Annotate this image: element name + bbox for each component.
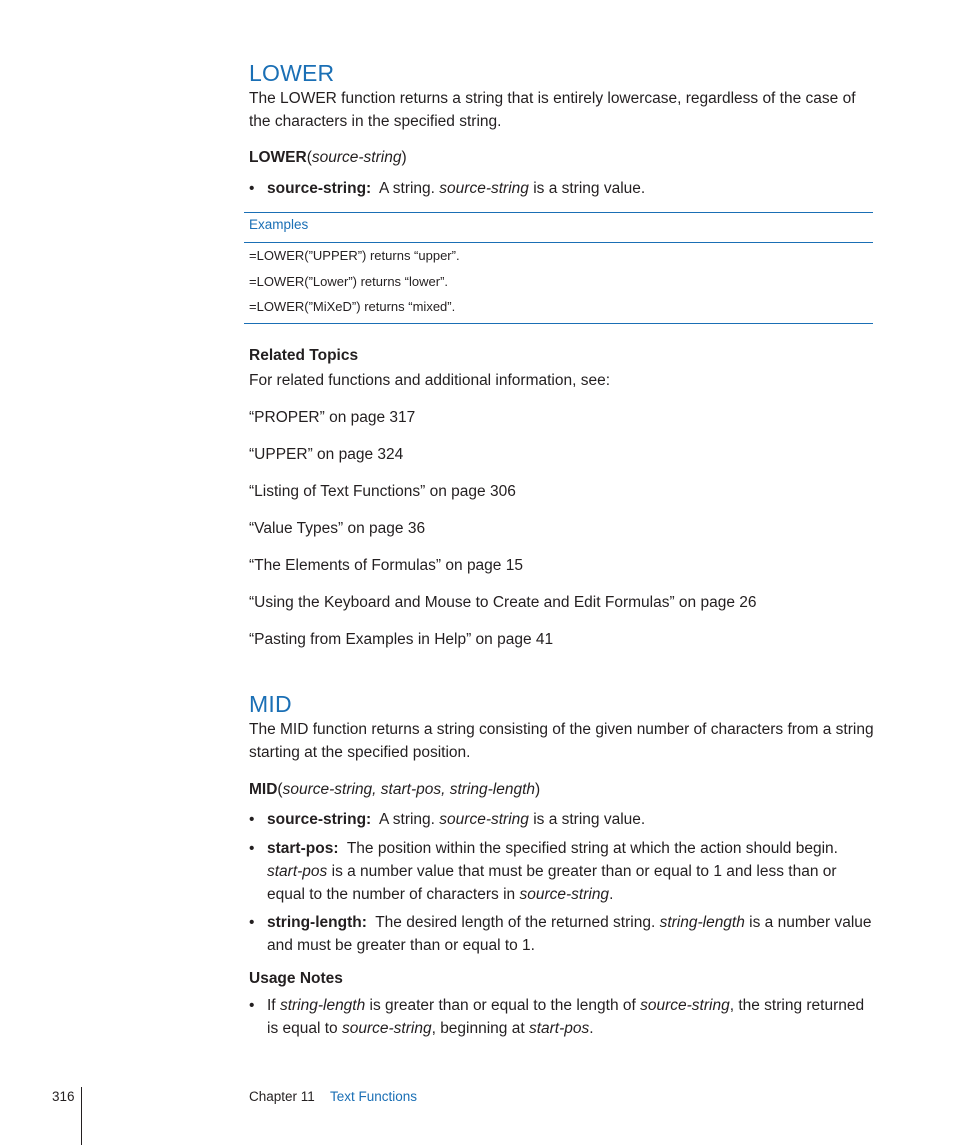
footer-chapter-label: Chapter 11 — [249, 1089, 315, 1104]
usage-notes-heading: Usage Notes — [249, 970, 343, 987]
usage-text: , beginning at — [431, 1020, 525, 1037]
syntax-args: source-string — [311, 149, 402, 166]
section-title-mid: MID — [249, 691, 292, 717]
mid-intro: The MID function returns a string consisting of the given number of characters from a string starting at the specified position. — [249, 721, 874, 761]
usage-text: is greater than or equal to the length of — [369, 997, 636, 1014]
arg-desc-rest: is a string value. — [533, 180, 646, 197]
bullet: • — [249, 997, 255, 1014]
related-link-value-types[interactable]: “Value Types” on page 36 — [249, 520, 426, 537]
arg-desc: A string. — [378, 811, 435, 828]
arg-desc-rest: is a number value that must be greater than or equal to 1 and less than or equal to the number of characters in — [267, 863, 837, 903]
example-line: =LOWER(”Lower”) returns “lower”. — [249, 274, 449, 289]
arg-name: source-string: — [267, 811, 372, 828]
arg-desc-rest: is a number value and must be greater than or equal to 1. — [267, 914, 872, 954]
related-topics-intro: For related functions and additional information, see: — [249, 372, 611, 389]
related-topics-heading: Related Topics — [249, 347, 359, 364]
syntax-function-name: MID — [249, 781, 278, 798]
usage-note — [267, 994, 874, 1040]
usage-italic: source-string — [640, 997, 730, 1014]
arg-desc-italic: source-string — [439, 180, 529, 197]
mid-arg-source-string — [267, 808, 874, 831]
usage-text: . — [589, 1020, 594, 1037]
usage-italic: string-length — [279, 997, 366, 1014]
arg-desc-italic: source-string — [519, 886, 610, 903]
arg-desc: A string. — [378, 180, 435, 197]
mid-arg-start-pos — [267, 837, 874, 906]
examples-header-rule — [244, 242, 873, 243]
bullet: • — [249, 914, 255, 931]
arg-name: start-pos: — [267, 840, 339, 857]
related-link-listing[interactable]: “Listing of Text Functions” on page 306 — [249, 483, 516, 500]
arg-name: source-string: — [267, 180, 372, 197]
arg-desc: The position within the specified string at which the action should begin. — [346, 840, 838, 857]
examples-top-rule — [244, 212, 873, 213]
related-link-upper[interactable]: “UPPER” on page 324 — [249, 446, 404, 463]
usage-italic: source-string — [341, 1020, 432, 1037]
mid-arg-string-length — [267, 911, 874, 957]
bullet: • — [249, 840, 255, 857]
bullet: • — [249, 180, 255, 197]
related-link-keyboard-mouse[interactable]: “Using the Keyboard and Mouse to Create and Edit Formulas” on page 26 — [249, 594, 757, 611]
usage-text: , the string returned is equal to — [267, 997, 865, 1037]
lower-syntax: LOWER(source-string) — [249, 149, 407, 166]
related-link-proper[interactable]: “PROPER” on page 317 — [249, 409, 416, 426]
arg-desc-italic: string-length — [659, 914, 745, 931]
arg-desc-rest: . — [609, 886, 614, 903]
bullet: • — [249, 811, 255, 828]
arg-desc: The desired length of the returned string. — [375, 914, 656, 931]
mid-syntax: MID(source-string, start-pos, string-length) — [249, 781, 541, 798]
lower-arg-source-string — [267, 177, 874, 200]
usage-italic: start-pos — [528, 1020, 590, 1037]
arg-desc-italic: start-pos — [267, 863, 328, 880]
arg-desc-rest: is a string value. — [533, 811, 646, 828]
arg-desc-italic: source-string — [439, 811, 529, 828]
syntax-args: source-string, start-pos, string-length — [282, 781, 535, 798]
syntax-function-name: LOWER — [249, 149, 307, 166]
related-link-pasting[interactable]: “Pasting from Examples in Help” on page 41 — [249, 631, 554, 648]
lower-intro: The LOWER function returns a string that is entirely lowercase, regardless of the case of the characters in the specified string. — [249, 90, 856, 130]
usage-text: If — [267, 997, 276, 1014]
footer-divider — [81, 1087, 82, 1145]
section-title-lower: LOWER — [249, 60, 335, 86]
examples-bottom-rule — [244, 323, 873, 324]
footer-chapter-title[interactable]: Text Functions — [330, 1089, 418, 1104]
example-line: =LOWER(”UPPER”) returns “upper”. — [249, 248, 460, 263]
related-link-elements[interactable]: “The Elements of Formulas” on page 15 — [249, 557, 523, 574]
page-number: 316 — [52, 1089, 75, 1104]
examples-title: Examples — [249, 217, 309, 232]
arg-name: string-length: — [267, 914, 367, 931]
example-line: =LOWER(”MiXeD”) returns “mixed”. — [249, 299, 456, 314]
